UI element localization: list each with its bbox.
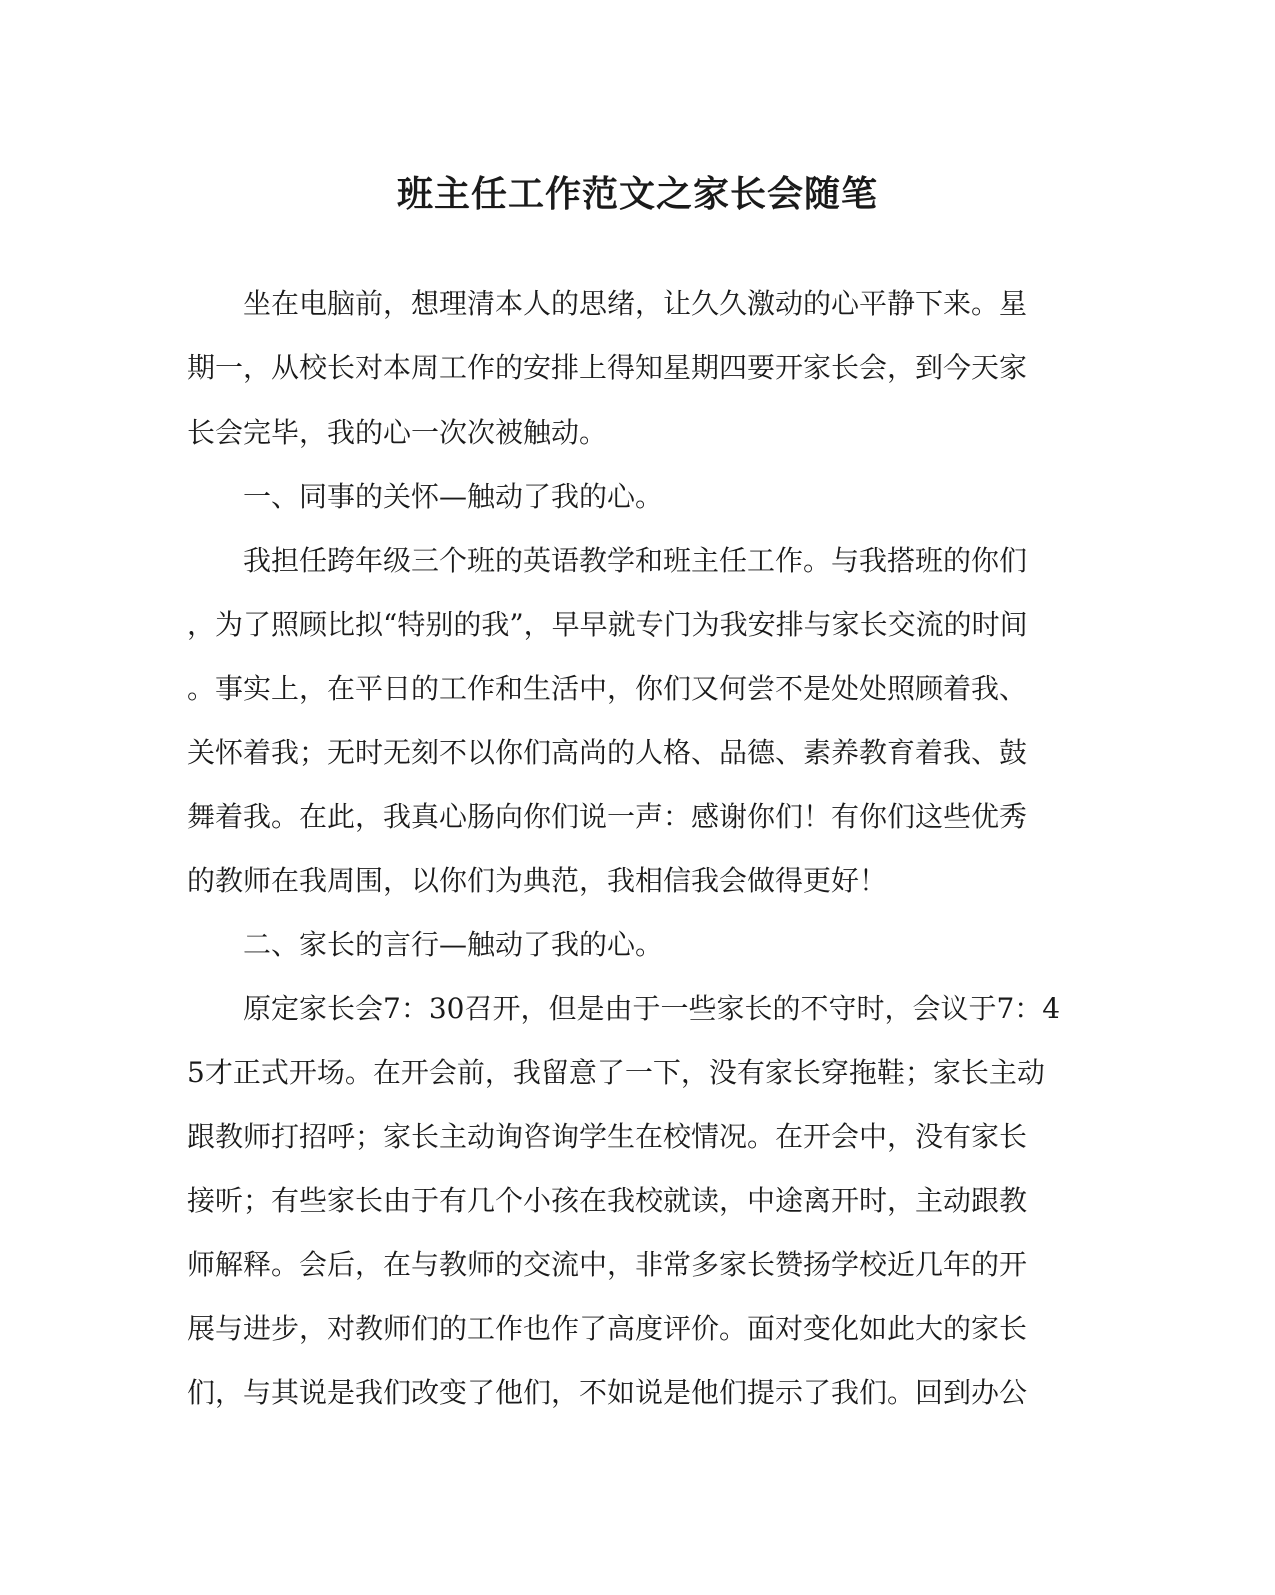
body-line-1: 坐在电脑前，想理清本人的思绪，让久久激动的心平静下来。星 [187,287,1028,320]
body-line-14: 跟教师打招呼；家长主动询咨询学生在校情况。在开会中，没有家长 [187,1120,1028,1153]
body-line-15: 接听；有些家长由于有几个小孩在我校就读，中途离开时，主动跟教 [187,1184,1028,1217]
body-line-6: ，为了照顾比拟“特别的我”，早早就专门为我安排与家长交流的时间 [187,608,1028,641]
body-line-7: 。事实上，在平日的工作和生活中，你们又何尝不是处处照顾着我、 [187,672,1028,705]
body-line-17: 展与进步，对教师们的工作也作了高度评价。面对变化如此大的家长 [187,1312,1028,1345]
body-line-13: 5才正式开场。在开会前，我留意了一下，没有家长穿拖鞋；家长主动 [187,1056,1045,1089]
body-line-3: 长会完毕，我的心一次次被触动。 [187,416,608,449]
body-line-2: 期一，从校长对本周工作的安排上得知星期四要开家长会，到今天家 [187,351,1028,384]
section-heading-1: 一、同事的关怀—触动了我的心。 [187,480,664,513]
body-line-5: 我担任跨年级三个班的英语教学和班主任工作。与我搭班的你们 [187,544,1028,577]
body-line-10: 的教师在我周围，以你们为典范，我相信我会做得更好！ [187,864,888,897]
body-line-18: 们，与其说是我们改变了他们，不如说是他们提示了我们。回到办公 [187,1376,1028,1409]
section-heading-2: 二、家长的言行—触动了我的心。 [187,928,664,961]
body-line-9: 舞着我。在此，我真心肠向你们说一声：感谢你们！有你们这些优秀 [187,800,1028,833]
body-line-16: 师解释。会后，在与教师的交流中，非常多家长赞扬学校近几年的开 [187,1248,1028,1281]
body-line-12: 原定家长会7：30召开，但是由于一些家长的不守时，会议于7：4 [187,992,1061,1025]
document-title: 班主任工作范文之家长会随笔 [396,173,878,215]
body-line-8: 关怀着我；无时无刻不以你们高尚的人格、品德、素养教育着我、鼓 [187,736,1028,769]
